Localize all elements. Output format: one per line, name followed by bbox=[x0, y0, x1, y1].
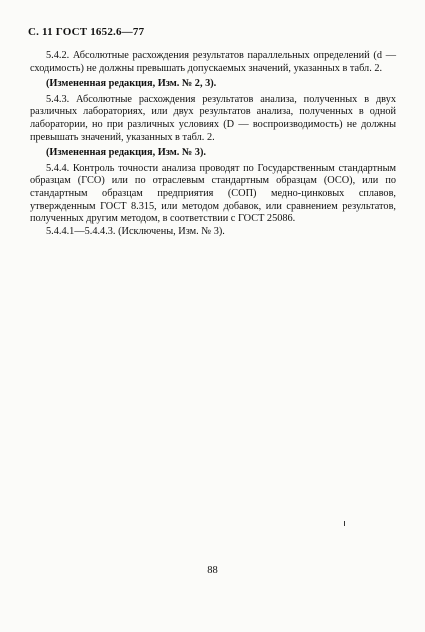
clause-5-4-4: 5.4.4. Контроль точности анализа проводят по Государственным стандартным образцам (ГСО) или по отраслевым стандартным образцам (ОСО), или по стандартным образцам предприятия (СОП) медно-цинковых сплавов, утвержденным ГОСТ 8.315, или методом добавок, или сравнением результатов, полученных другим методом, в соответствии с ГОСТ 25086. bbox=[30, 162, 396, 225]
clause-5-4-3: 5.4.3. Абсолютные расхождения результатов анализа, полученных в двух различных лабораториях, или двух результатов анализа, полученных в одной лаборатории, но при различных условиях (D — воспроизводимость) не должны превышать значений, указанных в табл. 2. bbox=[30, 93, 396, 143]
clause-5-4-2: 5.4.2. Абсолютные расхождения результатов параллельных определений (d — сходимость) не должны превышать допускаемых значений, указанных в табл. 2. bbox=[30, 50, 396, 74]
amendment-note: (Измененная редакция, Изм. № 3). bbox=[46, 147, 206, 159]
scan-mark bbox=[344, 521, 345, 526]
clause-5-4-4-1-excluded: 5.4.4.1—5.4.4.3. (Исключены, Изм. № 3). bbox=[46, 225, 225, 237]
document-body bbox=[30, 50, 396, 238]
amendment-note: (Измененная редакция, Изм. № 2, 3). bbox=[46, 78, 217, 90]
page-header: С. 11 ГОСТ 1652.6—77 bbox=[28, 26, 145, 38]
page-number: 88 bbox=[207, 565, 218, 576]
